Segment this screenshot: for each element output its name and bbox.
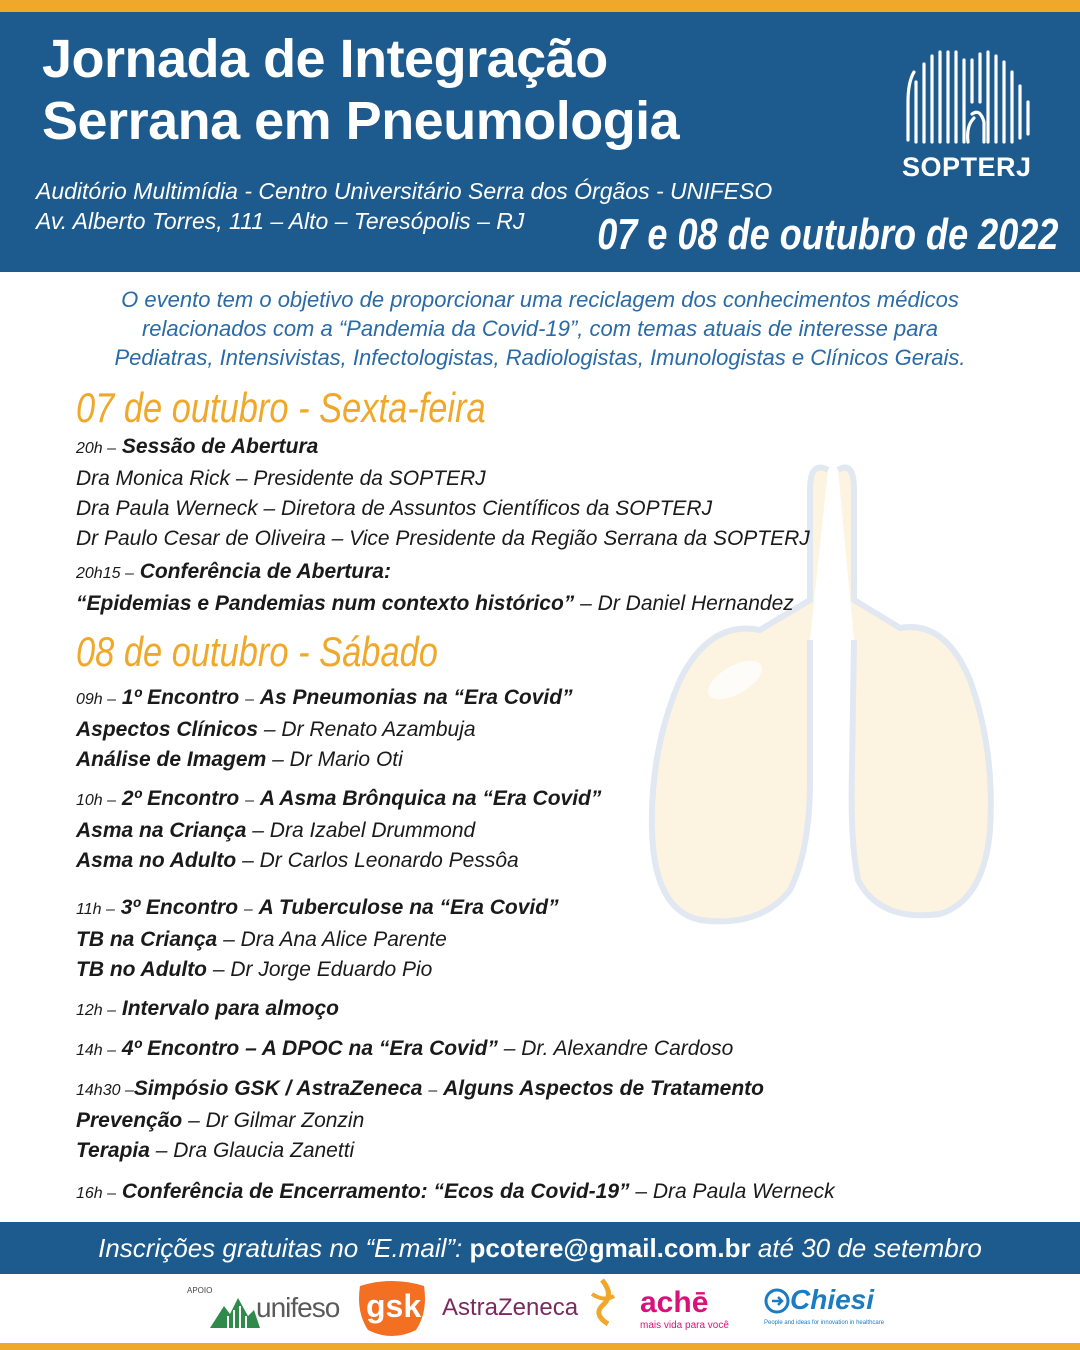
session-time: 09h – — [76, 691, 117, 708]
registration-prefix: Inscrições gratuitas no “E.mail”: — [98, 1233, 463, 1263]
encounter-4 — [76, 1034, 733, 1066]
speaker: – Dr Carlos Leonardo Pessôa — [242, 849, 519, 872]
lunch-break — [76, 994, 339, 1026]
title-line-1: Jornada de Integração — [42, 29, 608, 89]
closing-conference — [76, 1177, 835, 1209]
intro-line-2: relacionados com a “Pandemia da Covid-19”, com temas atuais de interesse para — [141, 316, 939, 341]
event-title — [42, 28, 679, 152]
bottom-accent-stripe — [0, 1343, 1080, 1350]
intro-line-3: Pediatras, Intensivistas, Infectologistas, Radiologistas, Imunologistas e Clínicos Gerais. — [114, 345, 966, 370]
event-dates: 07 e 08 de outubro de 2022 — [596, 210, 1058, 259]
chiesi-tagline: People and ideas for innovation in healthcare — [764, 1320, 885, 1326]
speaker: – Dr Daniel Hernandez — [580, 592, 794, 615]
sopterj-logo-text: SOPTERJ — [902, 152, 1032, 182]
day1-heading: 07 de outubro - Sexta-feira — [76, 384, 486, 431]
ache-wordmark: achē — [640, 1286, 709, 1319]
session-time: 16h – — [76, 1185, 117, 1202]
sponsors-bar — [0, 1274, 1080, 1344]
session-topic: A Tuberculose na “Era Covid” — [258, 896, 559, 919]
talk-topic: TB no Adulto — [76, 958, 208, 981]
day1-opening-session — [76, 432, 810, 554]
unifeso-wordmark: unifeso — [256, 1292, 340, 1323]
speaker: – Dra Izabel Drummond — [252, 819, 476, 842]
gsk-logo — [356, 1278, 428, 1340]
session-time: 12h – — [76, 1002, 117, 1019]
astrazeneca-wordmark: AstraZeneca — [442, 1294, 579, 1321]
chiesi-symbol-icon — [764, 1288, 790, 1314]
header-banner — [0, 12, 1080, 272]
speaker: – Dr. Alexandre Cardoso — [503, 1037, 734, 1060]
apoio-label: APOIO — [187, 1286, 213, 1295]
session-time: 20h15 – — [76, 565, 134, 582]
ache-tagline: mais vida para você — [640, 1320, 729, 1331]
talk-topic: Aspectos Clínicos — [76, 718, 259, 741]
talk-topic: Asma na Criança — [76, 819, 247, 842]
chiesi-wordmark: Chiesi — [790, 1284, 875, 1315]
talk-topic: Análise de Imagem — [76, 748, 267, 771]
encounter-3: 11h – 3º Encontro – A Tuberculose na “Era Covid” TB na Criança – Dra Ana Alice Parente TB no Adulto – Dr Jorge Eduardo Pio — [76, 896, 559, 981]
speaker: – Dr Renato Azambuja — [263, 718, 476, 741]
ache-logo — [640, 1286, 750, 1330]
encounter-2: 10h – 2º Encontro – A Asma Brônquica na “Era Covid” Asma na Criança – Dra Izabel Drummond Asma no Adulto – Dr Carlos Leonardo Pessôa — [76, 787, 602, 872]
speaker-line: Dra Paula Werneck – Diretora de Assuntos Científicos da SOPTERJ — [76, 497, 713, 520]
talk-topic: TB na Criança — [76, 928, 218, 951]
intro-line-1: O evento tem o objetivo de proporcionar uma reciclagem dos conhecimentos médicos — [121, 287, 959, 312]
top-accent-stripe — [0, 0, 1080, 12]
speaker: – Dra Paula Werneck — [635, 1180, 835, 1203]
event-description — [40, 285, 1040, 372]
symposium: 14h30 –Simpósio GSK / AstraZeneca – Alguns Aspectos de Tratamento Prevenção – Dr Gilmar Zonzin Terapia – Dra Glaucia Zanetti — [76, 1077, 764, 1162]
talk-topic: Terapia — [76, 1139, 150, 1162]
speaker: – Dra Glaucia Zanetti — [155, 1139, 355, 1162]
conference-topic: “Epidemias e Pandemias num contexto histórico” — [76, 592, 575, 615]
title-line-2: Serrana em Pneumologia — [42, 91, 680, 151]
session-time: 10h – — [76, 792, 117, 809]
day1-opening-conference — [76, 557, 794, 619]
gsk-wordmark: gsk — [366, 1288, 422, 1324]
speaker: – Dr Gilmar Zonzin — [188, 1109, 365, 1132]
registration-email-link[interactable]: pcotere@gmail.com.br — [469, 1233, 751, 1263]
session-title: Simpósio GSK / AstraZeneca — [133, 1077, 423, 1100]
session-title: Sessão de Abertura — [121, 435, 319, 458]
session-time: 14h30 – — [76, 1082, 134, 1099]
speaker-line: Dra Monica Rick – Presidente da SOPTERJ — [76, 467, 486, 490]
session-time: 14h – — [76, 1042, 117, 1059]
session-topic: A Asma Brônquica na “Era Covid” — [259, 787, 602, 810]
unifeso-mountain-icon — [210, 1290, 260, 1330]
session-title: 3º Encontro — [120, 896, 239, 919]
astrazeneca-symbol-icon — [584, 1276, 620, 1326]
speaker-line: Dr Paulo Cesar de Oliveira – Vice Presidente da Região Serrana da SOPTERJ — [76, 527, 810, 550]
venue-line-1: Auditório Multimídia - Centro Universitário Serra dos Órgãos - UNIFESO — [36, 178, 773, 204]
session-title: 4º Encontro – A DPOC na “Era Covid” — [121, 1037, 498, 1060]
speaker: – Dr Jorge Eduardo Pio — [212, 958, 433, 981]
astrazeneca-logo — [442, 1282, 622, 1332]
chiesi-logo — [764, 1286, 894, 1330]
session-topic: As Pneumonias na “Era Covid” — [259, 686, 573, 709]
speaker: – Dr Mario Oti — [272, 748, 403, 771]
day2-heading: 08 de outubro - Sábado — [76, 628, 438, 675]
encounter-1: 09h – 1º Encontro – As Pneumonias na “Era Covid” Aspectos Clínicos – Dr Renato Azambuja Análise de Imagem – Dr Mario Oti — [76, 686, 573, 771]
registration-deadline: até 30 de setembro — [757, 1233, 982, 1263]
session-title: Conferência de Abertura: — [139, 560, 391, 583]
session-topic: Alguns Aspectos de Tratamento — [443, 1077, 764, 1100]
session-time: 11h – — [76, 901, 115, 918]
session-time: 20h – — [76, 440, 117, 457]
venue-line-2: Av. Alberto Torres, 111 – Alto – Teresópolis – RJ — [36, 208, 525, 234]
session-title: Intervalo para almoço — [121, 997, 339, 1020]
talk-topic: Prevenção — [76, 1109, 183, 1132]
session-title: 2º Encontro — [121, 787, 240, 810]
unifeso-logo — [210, 1290, 345, 1330]
speaker: – Dra Ana Alice Parente — [223, 928, 447, 951]
session-title: Conferência de Encerramento: “Ecos da Covid-19” — [121, 1180, 630, 1203]
session-title: 1º Encontro — [121, 686, 240, 709]
talk-topic: Asma no Adulto — [76, 849, 237, 872]
registration-banner — [0, 1222, 1080, 1274]
